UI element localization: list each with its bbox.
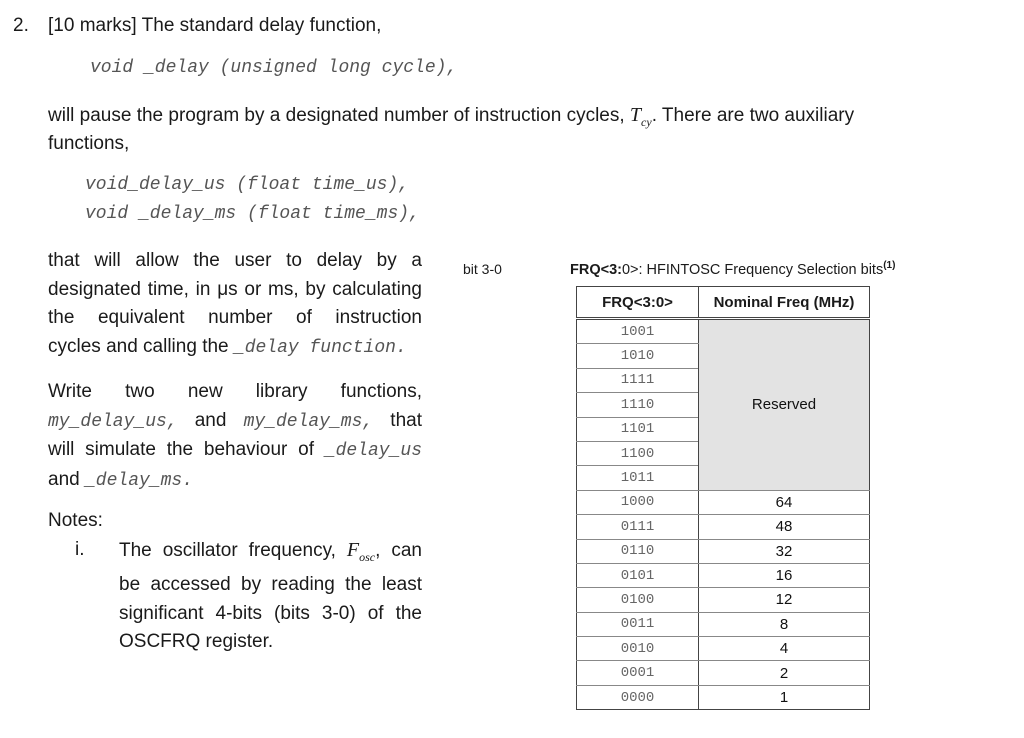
frq-code-cell: 1100 — [577, 441, 699, 465]
paragraph-3 — [48, 378, 422, 495]
paragraph-3-line: and _delay_ms. — [48, 468, 194, 491]
aux-function-us: void_delay_us (float time_us), — [85, 175, 410, 195]
frq-code-cell: 0110 — [577, 539, 699, 563]
table-row — [577, 490, 870, 514]
paragraph-1-line-1 — [48, 101, 854, 136]
freq-value-cell: 1 — [699, 685, 870, 709]
table-row — [577, 661, 870, 685]
table-row — [577, 637, 870, 661]
bit-range-label: bit 3-0 — [463, 261, 502, 277]
footnote-marker: (1) — [883, 260, 896, 271]
question-title: The standard delay function, — [141, 15, 382, 36]
delay-signature: void _delay (unsigned long cycle), — [90, 58, 458, 78]
paragraph-2-line: the equivalent number of instruction — [48, 307, 422, 328]
note-line: The oscillator frequency, $F_{osc}$, can — [119, 539, 422, 564]
frq-code-cell: 1111 — [577, 368, 699, 392]
freq-value-cell: 8 — [699, 612, 870, 636]
table-row — [577, 319, 870, 344]
frq-code-cell: 1110 — [577, 393, 699, 417]
field-name: FRQ<3: — [570, 261, 622, 278]
table-row — [577, 539, 870, 563]
frq-code-cell: 1010 — [577, 344, 699, 368]
paragraph-3-line: will simulate the behaviour of _delay_us — [48, 439, 422, 461]
paragraph-2 — [48, 247, 422, 362]
frq-code-cell: 1101 — [577, 417, 699, 441]
table-row — [577, 685, 870, 709]
table-header-row — [577, 287, 870, 319]
field-title: FRQ<3:0>: HFINTOSC Frequency Selection bits$^{(1)}$ — [570, 260, 896, 278]
freq-value-cell: 2 — [699, 661, 870, 685]
paragraph-2-line: designated time, in μs or ms, by calculating — [48, 278, 422, 300]
table-row — [577, 515, 870, 539]
column-header-freq: Nominal Freq (MHz) — [699, 287, 870, 319]
frq-code-cell: 0010 — [577, 637, 699, 661]
tcy-symbol: $T_{cy}$ — [629, 104, 652, 129]
table-row — [577, 612, 870, 636]
aux-function-ms: void _delay_ms (float time_ms), — [85, 204, 420, 224]
paragraph-1-text-b: . There are two auxiliary — [651, 105, 855, 126]
note-item — [119, 536, 422, 657]
freq-value-cell: 32 — [699, 539, 870, 563]
paragraph-2-line: cycles and calling the _delay function. — [48, 335, 407, 358]
paragraph-2-line: that will allow the user to delay by a — [48, 250, 422, 271]
frq-code-cell: 0000 — [577, 685, 699, 709]
paragraph-3-line: my_delay_us, and my_delay_ms, that — [48, 409, 422, 432]
table-row — [577, 563, 870, 587]
freq-value-cell: 64 — [699, 490, 870, 514]
note-line: significant 4-bits (bits 3-0) of the — [119, 602, 422, 624]
freq-value-cell: 4 — [699, 637, 870, 661]
freq-value-cell: 12 — [699, 588, 870, 612]
frq-code-cell: 0111 — [577, 515, 699, 539]
frq-code-cell: 1011 — [577, 466, 699, 490]
question-number: 2. — [13, 15, 29, 36]
paragraph-3-line: Write two new library functions, — [48, 381, 422, 402]
note-line: OSCFRQ register. — [119, 631, 274, 653]
column-header-code: FRQ<3:0> — [577, 287, 699, 319]
frq-code-cell: 0100 — [577, 588, 699, 612]
paragraph-1-line-2: functions, — [48, 133, 130, 154]
frq-code-cell: 0001 — [577, 661, 699, 685]
frq-code-cell: 0011 — [577, 612, 699, 636]
freq-value-cell: 48 — [699, 515, 870, 539]
paragraph-1-text-a: will pause the program by a designated number of instruction cycles, — [48, 105, 630, 126]
frq-code-cell: 0101 — [577, 563, 699, 587]
frq-code-cell: 1000 — [577, 490, 699, 514]
fosc-symbol: $F_{osc}$ — [346, 539, 376, 564]
marks-label: [10 marks] — [48, 15, 137, 36]
note-marker: i. — [75, 539, 85, 560]
frq-code-cell: 1001 — [577, 319, 699, 344]
table-row — [577, 588, 870, 612]
reserved-cell: Reserved — [699, 319, 870, 491]
notes-label: Notes: — [48, 510, 103, 531]
frequency-table — [576, 286, 870, 710]
note-line: be accessed by reading the least — [119, 574, 422, 596]
question-heading — [48, 12, 381, 40]
freq-value-cell: 16 — [699, 563, 870, 587]
